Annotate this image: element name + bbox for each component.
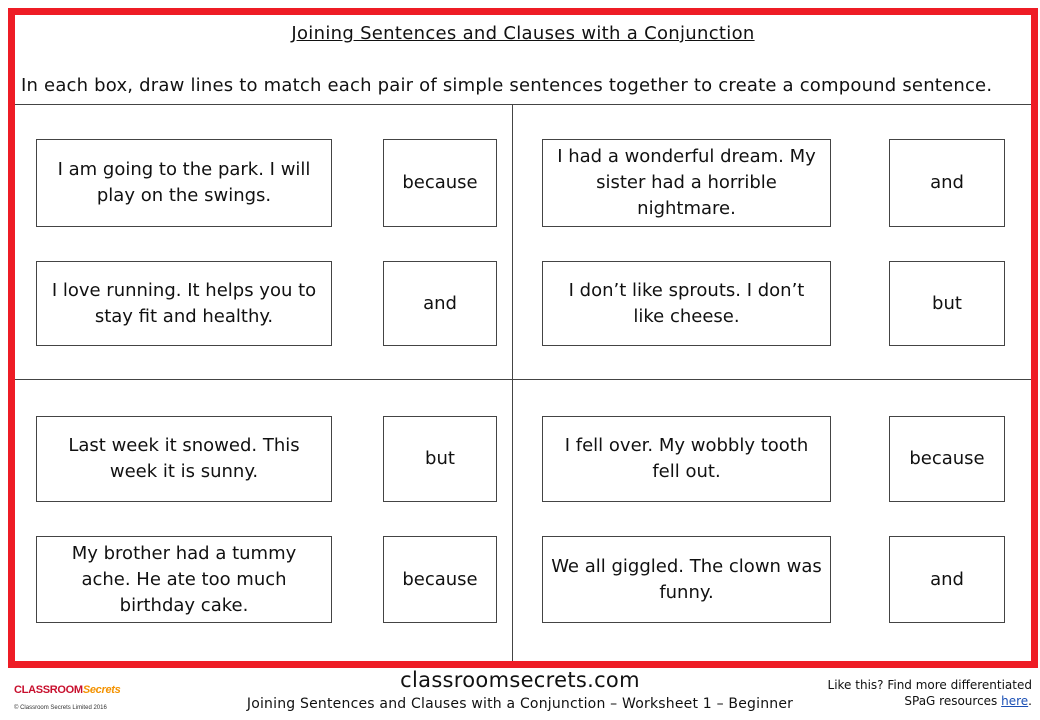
- promo-line-2: [828, 693, 1032, 709]
- conjunction-text: and: [930, 172, 964, 193]
- conjunction-box[interactable]: [383, 536, 497, 623]
- logo-word-classroom: CLASSROOM: [14, 684, 83, 696]
- conjunction-box[interactable]: [889, 416, 1005, 502]
- sentence-text: I love running. It helps you to stay fit and healthy.: [51, 279, 317, 327]
- sentence-text: My brother had a tummy ache. He ate too much birthday cake.: [71, 542, 297, 616]
- conjunction-box[interactable]: [383, 416, 497, 502]
- sentence-box[interactable]: [36, 536, 332, 623]
- sentence-text: I don’t like sprouts. I don’t like cheese.: [568, 279, 805, 327]
- conjunction-text: but: [932, 292, 962, 314]
- logo-word-secrets: Secrets: [82, 684, 121, 696]
- conjunction-text: but: [425, 448, 455, 469]
- conjunction-text: because: [402, 172, 478, 193]
- conjunction-box[interactable]: [889, 536, 1005, 623]
- sentence-text: I am going to the park. I will play on the swings.: [57, 159, 311, 206]
- sentence-box[interactable]: [36, 261, 332, 346]
- promo-text: [828, 677, 1032, 709]
- instruction-text: In each box, draw lines to match each pair of simple sentences together to create a compound sentence.: [21, 75, 993, 96]
- conjunction-text: and: [423, 292, 457, 314]
- conjunction-box[interactable]: [383, 261, 497, 346]
- sentence-box[interactable]: [542, 536, 831, 623]
- here-link[interactable]: here: [1001, 694, 1029, 708]
- conjunction-text: and: [930, 568, 964, 590]
- sentence-box[interactable]: [542, 416, 831, 502]
- sentence-text: I had a wonderful dream. My sister had a horrible nightmare.: [557, 146, 816, 219]
- middle-divider: [15, 379, 1031, 380]
- conjunction-box[interactable]: [889, 261, 1005, 346]
- conjunction-box[interactable]: [889, 139, 1005, 227]
- promo-suffix: .: [1028, 694, 1032, 708]
- sentence-box[interactable]: [36, 416, 332, 502]
- sentence-text: We all giggled. The clown was funny.: [551, 555, 822, 603]
- sentence-box[interactable]: [542, 261, 831, 346]
- footer-worksheet-subtitle: Joining Sentences and Clauses with a Conjunction – Worksheet 1 – Beginner: [246, 696, 794, 712]
- conjunction-text: because: [402, 568, 478, 590]
- worksheet-title: Joining Sentences and Clauses with a Conjunction: [291, 23, 755, 44]
- sentence-box[interactable]: [36, 139, 332, 227]
- promo-prefix: SPaG resources: [904, 694, 1002, 708]
- promo-line-1: Like this? Find more differentiated: [827, 678, 1032, 692]
- center-divider: [512, 104, 513, 661]
- conjunction-text: because: [909, 448, 985, 469]
- footer-site-name: classroomsecrets.com: [400, 668, 640, 692]
- copyright-text: © Classroom Secrets Limited 2016: [14, 705, 107, 711]
- sentence-text: Last week it snowed. This week it is sunny.: [68, 435, 300, 482]
- conjunction-box[interactable]: [383, 139, 497, 227]
- sentence-box[interactable]: [542, 139, 831, 227]
- header-divider: [15, 104, 1031, 105]
- sentence-text: I fell over. My wobbly tooth fell out.: [564, 435, 809, 482]
- worksheet-frame: [8, 8, 1038, 668]
